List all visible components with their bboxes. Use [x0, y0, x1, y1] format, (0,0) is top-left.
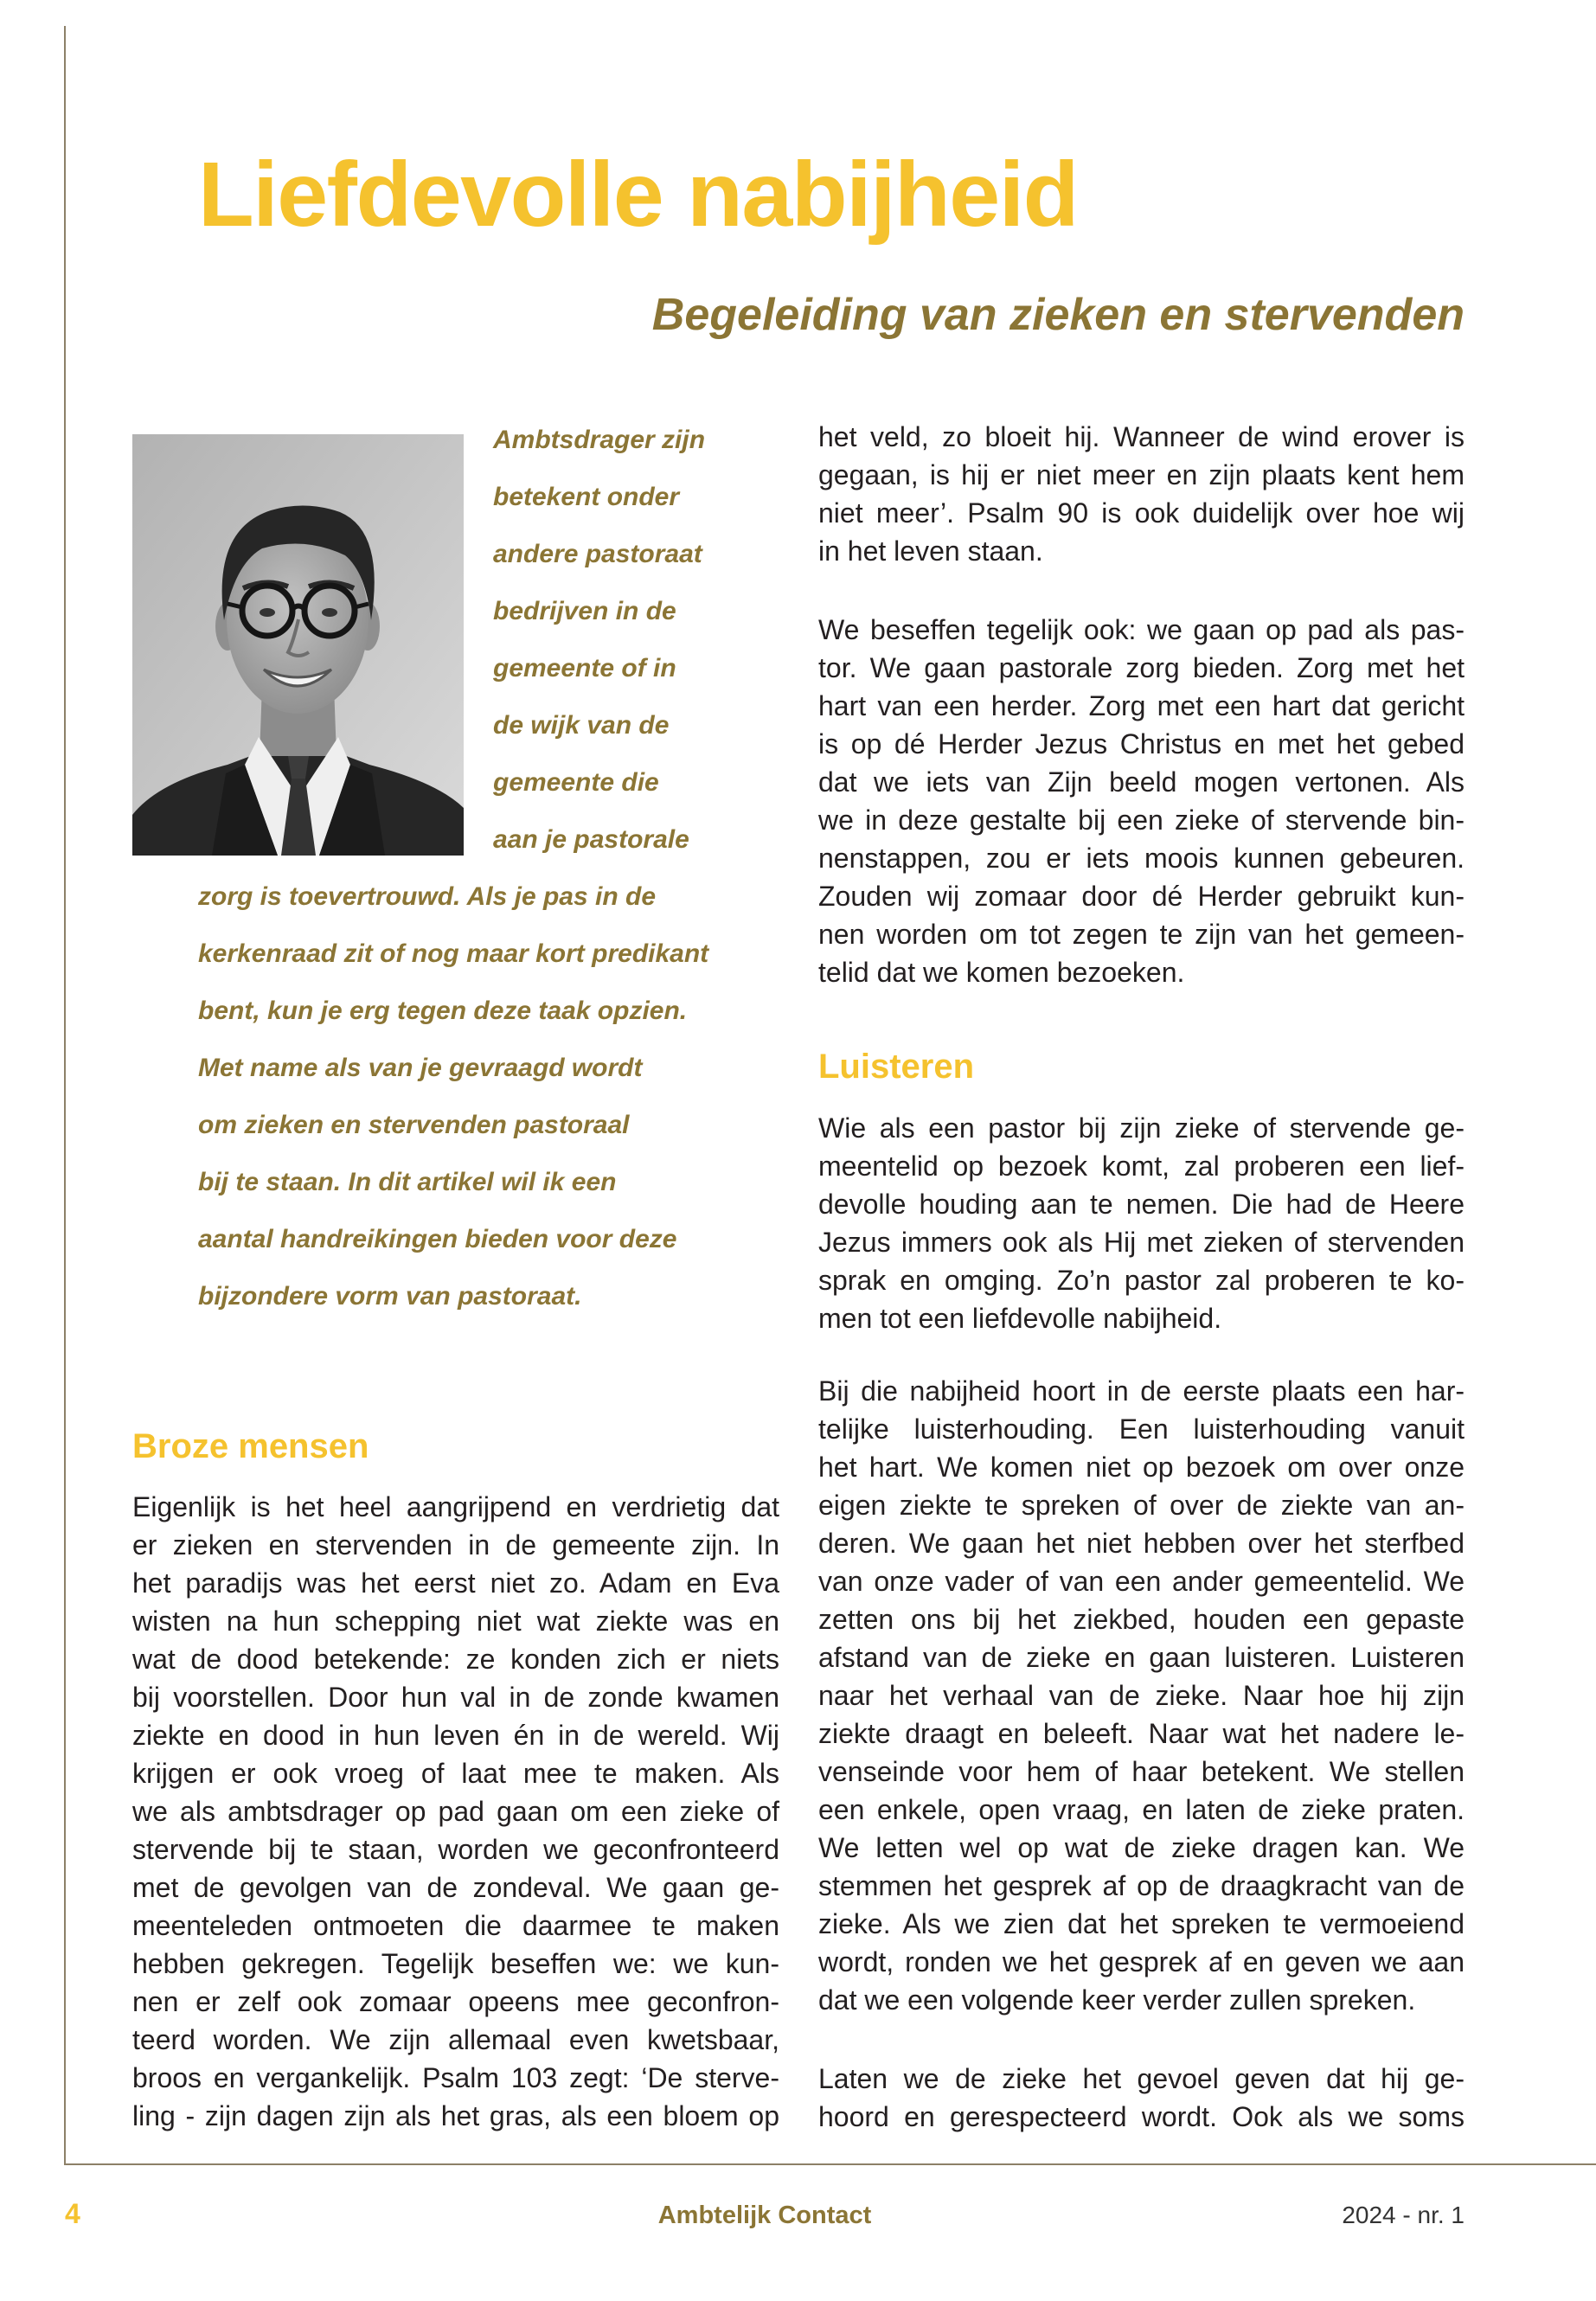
body-line: deren. We gaan het niet hebben over het sterfbed	[818, 1528, 1465, 1559]
magazine-name: Ambtelijk Contact	[657, 2202, 872, 2229]
body-line: wisten na hun schepping niet wat ziekte was en	[132, 1606, 779, 1637]
portrait-tie-knot	[288, 756, 309, 779]
body-line: meentelid op bezoek komt, zal proberen een lief-	[818, 1150, 1465, 1182]
body-line: er zieken en stervenden in de gemeente zijn. In	[132, 1529, 779, 1561]
body-line: tor. We gaan pastorale zorg bieden. Zorg met het	[818, 652, 1465, 683]
body-line: het paradijs was het eerst niet zo. Adam en Eva	[132, 1567, 779, 1599]
portrait-eye-right	[322, 608, 337, 617]
body-line: Bij die nabijheid hoort in de eerste plaats een har-	[818, 1375, 1465, 1407]
intro-line: bij te staan. In dit artikel wil ik een	[198, 1168, 617, 1196]
body-line: een enkele, open vraag, en laten de zieke praten.	[818, 1794, 1465, 1825]
body-line: stemmen het gesprek af op de draagkracht van de	[818, 1870, 1465, 1901]
issue-number: 2024 - nr. 1	[1342, 2202, 1465, 2228]
body-line: naar het verhaal van de zieke. Naar hoe hij zijn	[818, 1680, 1465, 1711]
article-title: Liefdevolle nabijheid	[198, 144, 1078, 246]
body-line: eigen ziekte te spreken of over de ziekte van an-	[818, 1490, 1465, 1521]
author-portrait-image	[132, 434, 464, 856]
body-line: krijgen er ook vroeg of laat mee te maken. Als	[132, 1758, 779, 1789]
left-margin-rule	[64, 26, 66, 2165]
intro-block-beside-photo	[493, 412, 705, 868]
body-line: telid dat we komen bezoeken.	[818, 957, 1185, 988]
body-line: telijke luisterhouding. Een luisterhouding vanuit	[818, 1413, 1465, 1445]
article-subtitle: Begeleiding van zieken en stervenden	[651, 290, 1465, 340]
body-line: wat de dood betekende: ze konden zich er niets	[132, 1644, 779, 1675]
body-line: nen er zelf ook zomaar opeens mee geconfron-	[132, 1986, 779, 2017]
intro-line: bent, kun je erg tegen deze taak opzien.	[198, 997, 688, 1025]
body-line: bij voorstellen. Door hun val in de zonde kwamen	[132, 1682, 779, 1713]
body-line: sprak en omging. Zo’n pastor zal proberen te ko-	[818, 1265, 1465, 1296]
body-line: zetten ons bij het ziekbed, houden een gepaste	[818, 1604, 1465, 1635]
body-line: nenstappen, zou er iets moois kunnen gebeuren.	[818, 843, 1465, 874]
intro-line: de wijk van de	[493, 711, 670, 740]
intro-line: gemeente of in	[493, 654, 676, 683]
portrait-glasses-bridge	[292, 606, 304, 610]
body-line: broos en vergankelijk. Psalm 103 zegt: ‘De sterve-	[132, 2062, 779, 2093]
body-line: hart van een herder. Zorg met een hart dat gericht	[818, 690, 1465, 721]
body-line: nen worden om tot zegen te zijn van het gemeen-	[818, 919, 1465, 950]
body-line: het hart. We komen niet op bezoek om over onze	[818, 1452, 1465, 1483]
portrait-eye-left	[260, 608, 275, 617]
intro-line: bijzondere vorm van pastoraat.	[198, 1282, 582, 1311]
right-column-paragraph-1	[818, 418, 1465, 570]
right-column-paragraph-4	[818, 1372, 1465, 2019]
body-line: met de gevolgen van de zondeval. We gaan ge-	[132, 1872, 779, 1903]
body-line: is op dé Herder Jezus Christus en met het gebed	[818, 728, 1465, 760]
body-line: Eigenlijk is het heel aangrijpend en verdrietig dat	[132, 1491, 779, 1522]
body-line: wordt, ronden we het gesprek af en geven we aan	[818, 1946, 1465, 1977]
body-line: we in deze gestalte bij een zieke of stervende bin-	[818, 804, 1465, 836]
body-line: Laten we de zieke het gevoel geven dat hij ge-	[818, 2063, 1465, 2094]
right-column-paragraph-2	[818, 611, 1465, 991]
body-line: devolle houding aan te nemen. Die had de Heere	[818, 1189, 1465, 1220]
section-heading-broze-mensen: Broze mensen	[132, 1427, 369, 1465]
right-column-paragraph-5	[818, 2060, 1465, 2136]
body-line: het veld, zo bloeit hij. Wanneer de wind erover is	[818, 421, 1465, 452]
intro-line: andere pastoraat	[493, 540, 702, 568]
body-line: in het leven staan.	[818, 535, 1043, 567]
intro-line: betekent onder	[493, 483, 680, 511]
body-line: stervende bij te staan, worden we geconfronteerd	[132, 1834, 779, 1865]
intro-line: aan je pastorale	[493, 825, 689, 854]
intro-line: gemeente die	[493, 768, 659, 797]
body-line: van onze vader of van een ander gemeentelid. We	[818, 1566, 1465, 1597]
body-line: Zouden wij zomaar door dé Herder gebruikt kun-	[818, 881, 1465, 912]
footer-rule	[64, 2163, 1596, 2165]
body-line: men tot een liefdevolle nabijheid.	[818, 1303, 1222, 1334]
intro-line: zorg is toevertrouwd. Als je pas in de	[198, 882, 656, 911]
intro-line: aantal handreikingen bieden voor deze	[198, 1225, 677, 1253]
author-photo	[132, 434, 464, 856]
body-line: hebben gekregen. Tegelijk beseffen we: we kun-	[132, 1948, 779, 1979]
intro-line: om zieken en stervenden pastoraal	[198, 1111, 630, 1139]
body-line: meenteleden ontmoeten die daarmee te maken	[132, 1910, 779, 1941]
body-line: gegaan, is hij er niet meer en zijn plaats kent hem	[818, 459, 1465, 490]
body-line: Wie als een pastor bij zijn zieke of stervende ge-	[818, 1112, 1465, 1144]
body-line: niet meer’. Psalm 90 is ook duidelijk over hoe wij	[818, 497, 1465, 529]
intro-block-below-photo	[198, 868, 708, 1325]
body-line: Jezus immers ook als Hij met zieken of stervenden	[818, 1227, 1465, 1258]
intro-line: Ambtsdrager zijn	[493, 426, 706, 454]
body-line: dat we iets van Zijn beeld mogen vertonen. Als	[818, 766, 1465, 798]
body-line: We beseffen tegelijk ook: we gaan op pad als pas-	[818, 614, 1465, 645]
body-line: afstand van de zieke en gaan luisteren. Luisteren	[818, 1642, 1465, 1673]
right-column-paragraph-3	[818, 1109, 1465, 1337]
body-line: teerd worden. We zijn allemaal even kwetsbaar,	[132, 2024, 779, 2055]
body-line: dat we een volgende keer verder zullen spreken.	[818, 1984, 1416, 2016]
body-line: hoord en gerespecteerd wordt. Ook als we soms	[818, 2101, 1465, 2132]
left-column-body	[132, 1488, 779, 2135]
body-line: ling - zijn dagen zijn als het gras, als een bloem op	[132, 2100, 779, 2131]
page-number: 4	[65, 2198, 80, 2229]
body-line: zieke. Als we zien dat het spreken te vermoeiend	[818, 1908, 1465, 1939]
intro-line: Met name als van je gevraagd wordt	[198, 1054, 643, 1082]
section-heading-luisteren: Luisteren	[818, 1048, 975, 1086]
intro-line: kerkenraad zit of nog maar kort predikant	[198, 939, 709, 968]
intro-line: bedrijven in de	[493, 597, 676, 625]
body-line: We letten wel op wat de zieke dragen kan. We	[818, 1832, 1465, 1863]
body-line: we als ambtsdrager op pad gaan om een zieke of	[132, 1796, 779, 1827]
body-line: venseinde voor hem of haar betekent. We stellen	[818, 1756, 1465, 1787]
body-line: ziekte draagt en beleeft. Naar wat het nadere le-	[818, 1718, 1465, 1749]
body-line: ziekte en dood in hun leven én in de wereld. Wij	[132, 1720, 779, 1751]
